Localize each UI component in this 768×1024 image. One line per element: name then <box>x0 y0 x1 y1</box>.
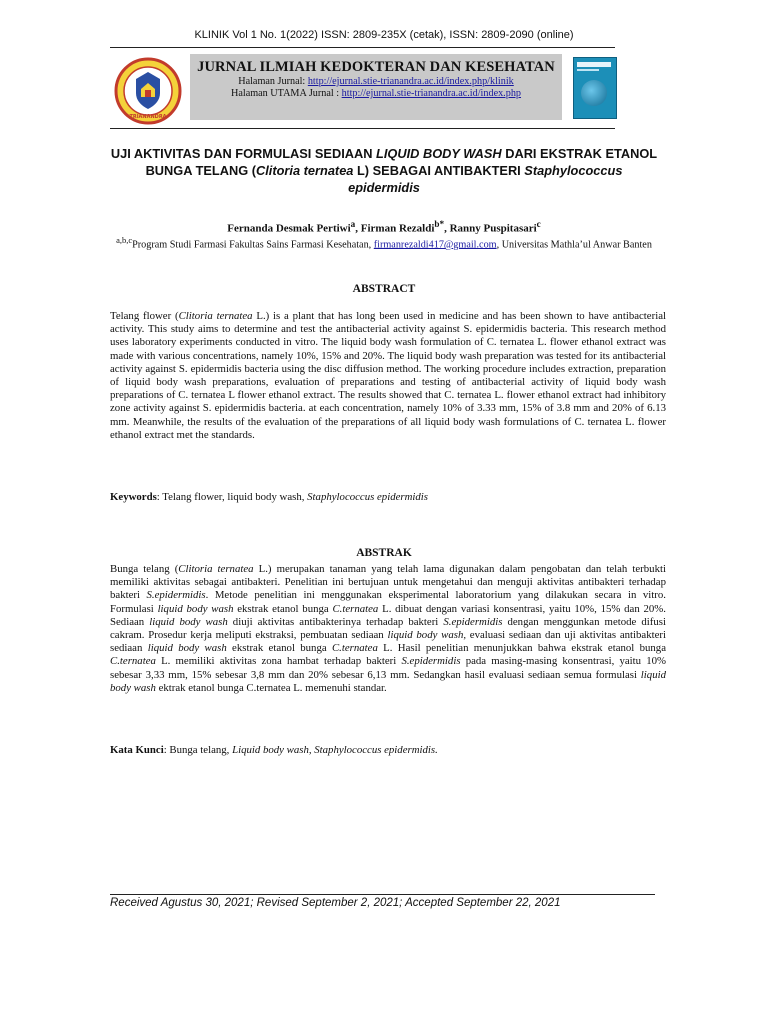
title-part: DARI EKSTRAK ETANOL BUNGA TELANG ( <box>145 146 658 178</box>
journal-link-label: Halaman Jurnal: <box>238 76 308 87</box>
received-dates: Received Agustus 30, 2021; Revised September 2, 2021; Accepted September 22, 2021 <box>110 897 561 909</box>
title-italic: Staphylococcus epidermidis <box>348 163 623 195</box>
journal-title: JURNAL ILMIAH KEDOKTERAN DAN KESEHATAN <box>197 59 555 75</box>
keywords <box>110 491 666 503</box>
main-journal-link-label: Halaman UTAMA Jurnal : <box>230 88 342 99</box>
author-list <box>110 219 658 235</box>
abstrak-italic: S.epidermidis <box>401 655 461 668</box>
abstrak-text: . Metode penelitian ini menggunakan eksperimental laboratorium yang dilakukan secara in vitro. Formulasi <box>110 589 666 615</box>
abstrak-text: pada masing-masing konsentrasi, yaitu 10% sebesar 3,33 mm, 15% sebesar 3,8 mm dan 20% sebesar 6,13 mm. Sedangkan hasil evaluasi sediaan semua formulasi <box>110 655 667 681</box>
abstrak-italic: liquid body wash <box>110 668 666 694</box>
main-journal-link-line <box>190 88 562 100</box>
abstrak-italic: S.epidermidis <box>443 615 503 628</box>
abstract-text: L.) is a plant that has long been used in medicine and has been shown to have antibacterial activity. This study aims to determine and test the antibacterial activity against S. epidermidis bacteria. This research method uses laboratory experiments conducted in vitro. The liquid body wash formulation of C. ternatea L. flower ethanol extract was made with various concentrations, namely 10%, 15% and 20%. The liquid body wash preparation was tested for its antibacterial activity against S. epidermidis bacteria using the disc diffusion method. The working procedure includes extraction, preparation of liquid body wash preparations, evaluation of preparations and testing of antibacterial activity of liquid body wash preparations of C. ternatea L flower ethanol extract. The results showed that C. ternatea L. flower ethanol extract had inhibitory zone activity against S. epidermidis bacteria. at each concentration, namely 10% of 3.33 mm, 15% of 3.8 mm and 20% of 6.13 mm. Meanwhile, the results of the evaluation of the preparations of all liquid body wash formulations of C. ternatea L. flower ethanol extract met the standards. <box>110 310 666 441</box>
kata-kunci-label: Kata Kunci <box>110 744 164 756</box>
abstrak-italic: liquid body wash <box>157 602 234 615</box>
author-name: Fernanda Desmak Pertiwi <box>227 222 351 235</box>
kata-kunci-italic: Liquid body wash, Staphylococcus epidermidis. <box>232 744 438 756</box>
abstrak-text: L. memiliki aktivitas zona hambat terhadap bakteri <box>155 655 402 668</box>
kata-kunci-text: : Bunga telang, <box>163 744 233 756</box>
header-rule-top <box>110 47 615 48</box>
main-journal-link[interactable]: http://ejurnal.stie-trianandra.ac.id/index.php <box>341 88 522 99</box>
author-superscript: a <box>350 219 356 229</box>
author-superscript: c <box>536 219 541 229</box>
kata-kunci <box>110 744 666 756</box>
abstrak-italic: C.ternatea <box>110 655 156 668</box>
author-superscript: b* <box>434 219 445 229</box>
running-header: KLINIK Vol 1 No. 1(2022) ISSN: 2809-235X (cetak), ISSN: 2809-2090 (online) <box>194 29 574 41</box>
abstrak-text: ekstrak etanol bunga <box>233 602 333 615</box>
cover-title-bar <box>577 62 611 67</box>
title-italic: LIQUID BODY WASH <box>376 146 502 161</box>
cover-image <box>581 80 607 106</box>
journal-link-line <box>190 76 562 88</box>
cover-subtitle-bar <box>577 69 599 71</box>
university-seal-icon <box>114 57 182 125</box>
abstrak-italic: S.epidermidis <box>146 589 206 602</box>
abstrak-text: dengan menggunkan metode difusi cakram. Prosedur kerja meliputi ekstraksi, pembuatan sediaan <box>110 615 666 642</box>
abstrak-italic: Clitoria ternatea <box>178 563 254 575</box>
abstrak-italic: liquid body wash, <box>387 629 467 642</box>
abstract-italic: Clitoria ternatea <box>178 310 253 322</box>
paper-title <box>110 145 658 196</box>
abstrak-italic: liquid body wash <box>149 615 228 628</box>
abstrak-italic: C.ternatea <box>331 642 378 655</box>
affiliation-text: , Universitas Mathla’ul Anwar Banten <box>496 239 652 251</box>
keywords-label: Keywords <box>110 491 157 503</box>
journal-banner <box>190 54 562 120</box>
journal-link[interactable]: http://ejurnal.stie-trianandra.ac.id/index.php/klinik <box>307 76 514 87</box>
abstract-body <box>110 310 666 442</box>
footer-rule <box>110 894 655 895</box>
keywords-italic: Staphylococcus epidermidis <box>307 491 428 503</box>
seal-bottom-text: TRIANANDRA <box>129 114 167 120</box>
author-name: , Firman Rezaldi <box>355 222 435 235</box>
abstrak-italic: C.ternatea <box>332 602 379 615</box>
keywords-text: : Telang flower, liquid body wash, <box>156 491 308 503</box>
abstrak-text: diuji aktivitas antibakterinya terhadap bakteri <box>227 615 444 628</box>
abstrak-body <box>110 563 666 695</box>
abstrak-text: Bunga telang ( <box>110 563 179 575</box>
title-part: L) SEBAGAI ANTIBAKTERI <box>353 163 525 178</box>
header-rule-bottom <box>110 128 615 129</box>
affiliation-superscript: a,b,c <box>116 235 133 245</box>
corresponding-email-link[interactable]: firmanrezaldi417@gmail.com <box>373 239 497 251</box>
abstrak-text: L.) merupakan tanaman yang telah lama digunakan dalam pengobatan dan telah terbukti memiliki aktivitas sebagai antibakteri. Penelitian ini bertujuan untuk mengetahui dan menguji aktivitas antibakteri terhadap bakteri <box>110 563 666 602</box>
affiliation <box>110 234 658 251</box>
abstrak-text: L. dibuat dengan variasi konsentrasi, yaitu 10%, 15% dan 20%. Sediaan <box>110 602 666 628</box>
abstract-heading: ABSTRACT <box>352 283 416 295</box>
abstrak-text: L. Hasil penelitian menunjukkan bahwa ekstrak etanol bunga <box>377 642 666 655</box>
author-name: , Ranny Puspitasari <box>444 222 537 235</box>
affiliation-text: Program Studi Farmasi Fakultas Sains Farmasi Kesehatan, <box>132 239 374 251</box>
abstrak-heading: ABSTRAK <box>356 547 412 559</box>
title-part: UJI AKTIVITAS DAN FORMULASI SEDIAAN <box>110 146 377 161</box>
abstrak-text: evaluasi sediaan dan uji aktivitas antibakteri sediaan <box>110 629 667 655</box>
abstrak-italic: liquid body wash <box>147 642 227 655</box>
title-italic: Clitoria ternatea <box>256 163 354 178</box>
abstrak-text: ekstrak etanol bunga <box>226 642 332 655</box>
journal-cover-thumbnail <box>573 57 617 119</box>
abstract-text: Telang flower ( <box>110 310 179 322</box>
abstrak-text: ektrak etanol bunga C.ternatea L. memenuhi standar. <box>155 681 387 694</box>
